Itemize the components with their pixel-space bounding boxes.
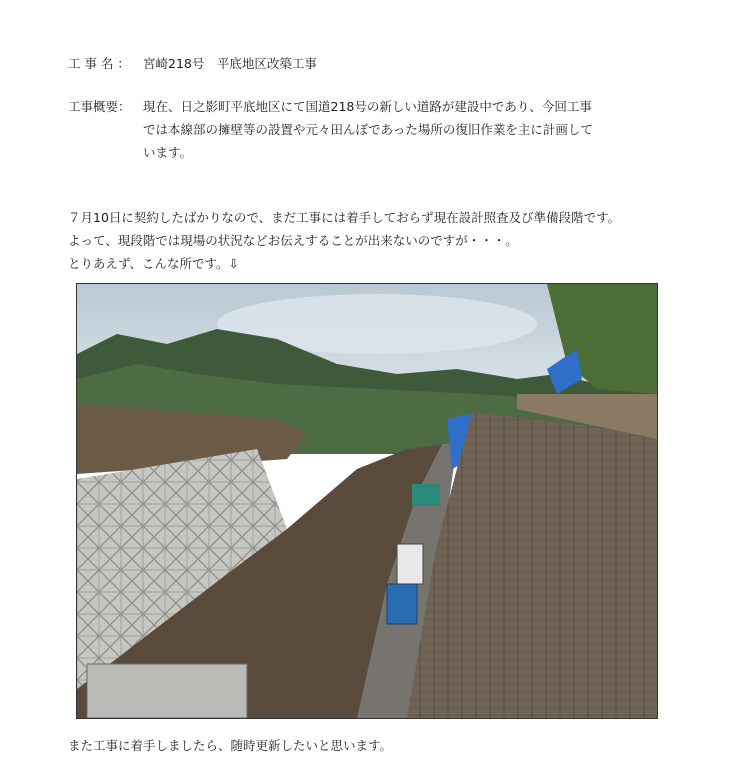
project-name-label: 工 事 名 ： (68, 56, 130, 71)
construction-site-illustration (77, 284, 657, 718)
status-line: よって、現段階では現場の状況などお伝えすることが出来ないのですが・・・。 (68, 233, 518, 248)
status-line: とりあえず、こんな所です。⇩ (68, 256, 239, 271)
project-name-value: 宮崎218号 平底地区改築工事 (143, 56, 317, 71)
closing-line: また工事に着手しましたら、随時更新したいと思います。 (68, 738, 393, 753)
overview-line: 現在、日之影町平底地区にて国道218号の新しい道路が建設中であり、今回工事 (143, 99, 592, 114)
overview-line: います。 (143, 145, 193, 160)
overview-label: 工事概要： (68, 99, 131, 114)
construction-site-photo (76, 283, 658, 719)
status-line: ７月10日に契約したばかりなので、まだ工事には着手しておらず現在設計照査及び準備段階です。 (68, 210, 621, 225)
overview-line: では本線部の擁壁等の設置や元々田んぼであった場所の復旧作業を主に計画して (143, 122, 593, 137)
